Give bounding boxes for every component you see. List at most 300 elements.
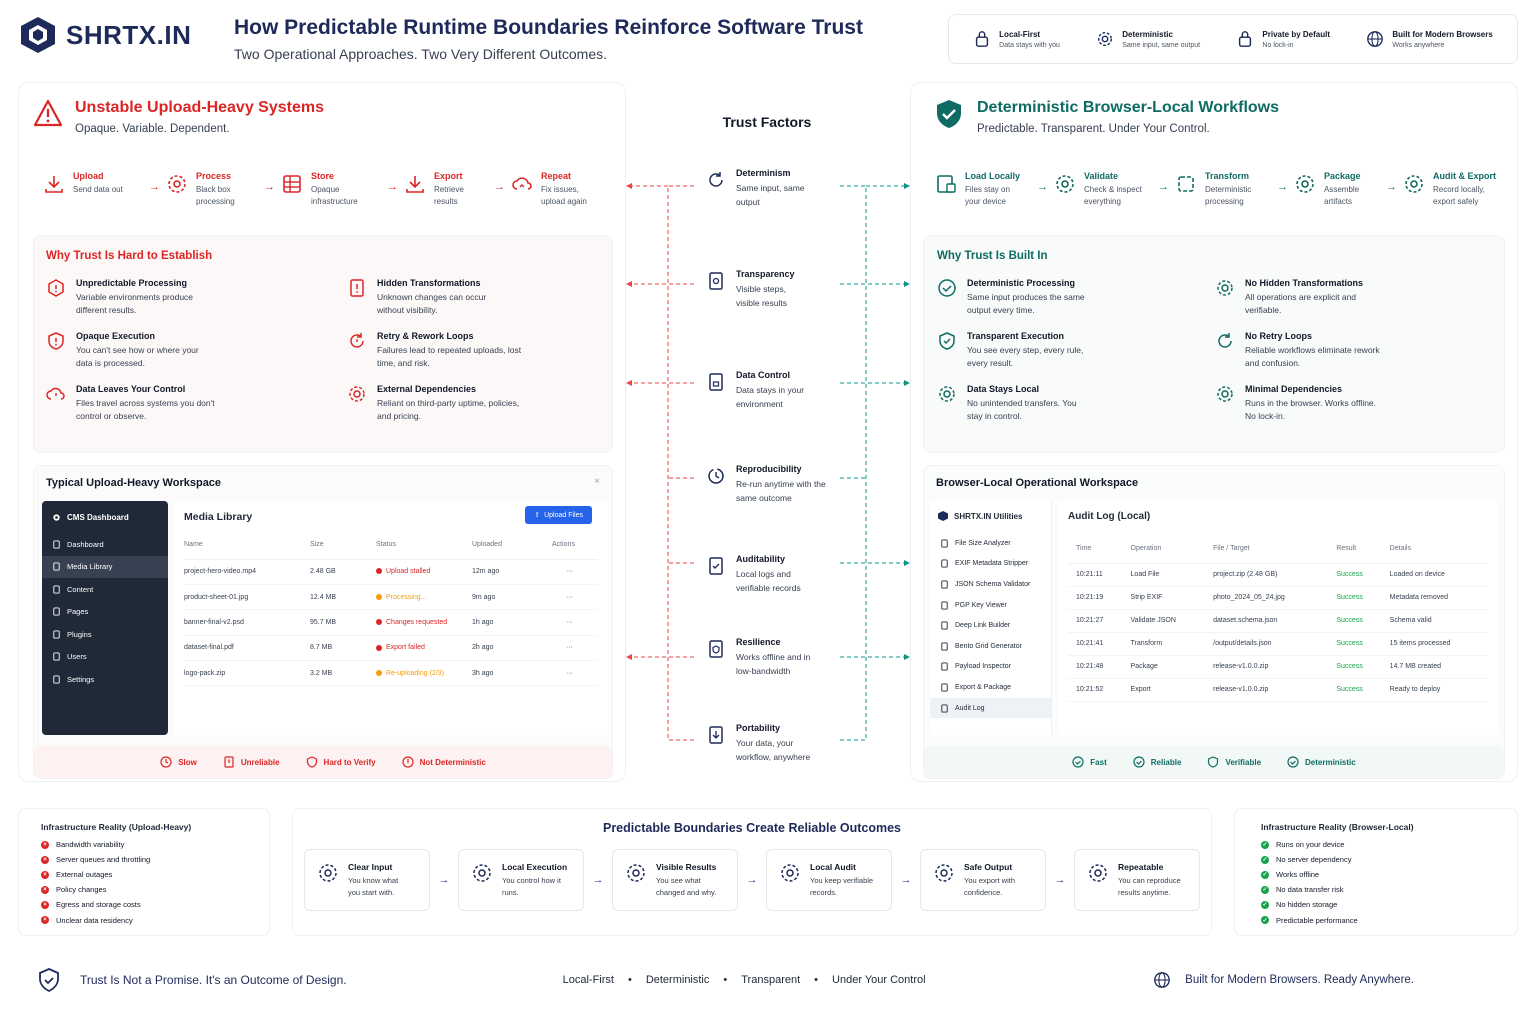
infra-right-title: Infrastructure Reality (Browser-Local) [1261, 822, 1414, 832]
cms-nav-item[interactable] [42, 646, 168, 669]
table-row[interactable] [184, 610, 598, 635]
media-library-title: Media Library [184, 511, 253, 523]
arrow-icon: → [387, 181, 398, 193]
warning-icon [33, 99, 63, 127]
badge-sub: Works anywhere [1392, 41, 1445, 49]
left-why-box [33, 235, 613, 453]
close-icon[interactable]: × [594, 476, 600, 487]
table-row[interactable] [184, 584, 598, 609]
cms-nav-item[interactable] [42, 623, 168, 646]
trust-factor-determinism [694, 168, 840, 209]
why-sub: Variable environments produce different results. [76, 292, 194, 315]
tf-title: Reproducibility [736, 464, 802, 474]
trust-factor-resilience [694, 637, 840, 678]
why-title: Retry & Rework Loops [377, 331, 474, 341]
column-header: Details [1382, 535, 1488, 563]
lock-icon [973, 30, 991, 48]
step-sub: Files stay on your device [965, 185, 1010, 206]
arrow-icon: → [900, 874, 912, 886]
tag-hard-to-verify [306, 756, 376, 768]
list-item [1261, 852, 1517, 867]
media-library [174, 501, 608, 735]
transform-icon [1175, 173, 1197, 195]
utility-nav-item[interactable] [930, 657, 1051, 678]
list-item [41, 897, 269, 912]
step-title: Process [196, 171, 232, 181]
why-title: Data Stays Local [967, 384, 1040, 394]
nav-icon [52, 675, 61, 684]
cell-actions[interactable]: ··· [552, 559, 598, 584]
why-sub: Same input produces the same output every time. [967, 292, 1085, 315]
right-tags [924, 746, 1504, 778]
cell-time: 10:21:11 [1068, 563, 1123, 586]
repeat-clock-icon [706, 466, 726, 486]
document-export-icon [706, 725, 726, 745]
x-circle-icon: × [41, 886, 49, 894]
tag-label: Deterministic [1305, 757, 1356, 767]
local-workspace-title: Browser-Local Operational Workspace [936, 477, 1139, 489]
right-subtitle: Predictable. Transparent. Under Your Control. [977, 123, 1210, 135]
tag-reliable [1133, 756, 1182, 768]
arrow-icon: → [1054, 874, 1066, 886]
outcome-card [612, 849, 738, 911]
shield-check-icon [38, 968, 60, 992]
list-item-text: External outages [56, 870, 113, 880]
outcome-sub: You keep verifiable records. [810, 876, 874, 897]
gear-alert-icon [347, 384, 367, 404]
step-title: Store [311, 171, 335, 181]
outcome-card [458, 849, 584, 911]
outcome-title: Clear Input [348, 862, 393, 872]
why-item [347, 331, 612, 370]
utility-nav-item[interactable] [930, 636, 1051, 657]
outcomes-title: Predictable Boundaries Create Reliable Outcomes [602, 821, 902, 835]
cell-op: Load File [1123, 563, 1206, 586]
table-row[interactable] [184, 661, 598, 686]
cms-nav-item[interactable] [42, 601, 168, 624]
list-item-text: Policy changes [56, 885, 107, 895]
step-sub: Fix issues, upload again [541, 185, 587, 206]
column-header: Size [310, 531, 376, 559]
cloud-retry-icon [511, 173, 533, 195]
step-sub: Opaque infrastructure [311, 185, 358, 206]
why-sub: Reliable workflows eliminate rework and confusion. [1245, 345, 1380, 368]
cms-nav-item[interactable] [42, 578, 168, 601]
nav-icon [940, 662, 949, 671]
left-tags [34, 746, 612, 778]
step-title: Load Locally [965, 171, 1021, 181]
status-text: Changes requested [386, 618, 448, 626]
cell-result: Success [1328, 678, 1381, 701]
gear-icon [1054, 173, 1076, 195]
infra-left-list [41, 837, 269, 928]
badge-sub: No lock-in [1262, 41, 1294, 49]
cell-actions[interactable]: ··· [552, 584, 598, 609]
step-sub: Assemble artifacts [1324, 185, 1360, 206]
tag-label: Verifiable [1225, 757, 1262, 767]
cell-details: Schema valid [1382, 609, 1488, 632]
column-header: Status [376, 531, 472, 559]
utility-nav-label: Export & Package [955, 683, 1012, 691]
step-sub: Record locally, export safely [1433, 185, 1485, 206]
step-sub: Check & inspect everything [1084, 185, 1142, 206]
outcome-card [1074, 849, 1200, 911]
table-row[interactable] [1068, 632, 1488, 655]
status-dot-icon [376, 645, 382, 651]
shield-check-icon [1207, 756, 1219, 768]
x-circle-icon: × [41, 901, 49, 909]
utility-nav-item[interactable] [930, 698, 1051, 719]
utility-nav-label: Deep Link Builder [955, 622, 1011, 630]
tag-verifiable [1207, 756, 1261, 768]
cell-name: logo-pack.zip [184, 661, 310, 686]
utility-nav-item[interactable] [930, 595, 1051, 616]
outcome-title: Safe Output [964, 862, 1013, 872]
cell-result: Success [1328, 609, 1381, 632]
utility-nav-item[interactable] [930, 574, 1051, 595]
utilities-sidebar [930, 501, 1052, 735]
table-row[interactable] [184, 559, 598, 584]
left-subtitle: Opaque. Variable. Dependent. [75, 123, 230, 135]
document-alert-icon [347, 278, 367, 298]
download-icon [404, 173, 426, 195]
right-why-grid [924, 262, 1504, 423]
step-upload [43, 171, 143, 196]
column-header: Result [1328, 535, 1381, 563]
why-sub: Runs in the browser. Works offline. No lock-in. [1245, 398, 1377, 421]
column-header: Uploaded [472, 531, 552, 559]
why-item [347, 384, 612, 423]
tag-label: Unreliable [240, 757, 280, 767]
gear-icon [1215, 278, 1235, 298]
upload-icon [43, 173, 65, 195]
badge-title: Deterministic [1122, 29, 1173, 39]
column-header: Actions [552, 531, 598, 559]
status-dot-icon [376, 670, 382, 676]
audit-log-title: Audit Log (Local) [1068, 511, 1151, 522]
left-title: Unstable Upload-Heavy Systems [75, 99, 324, 116]
gear-icon [1215, 384, 1235, 404]
cell-file: dataset.schema.json [1205, 609, 1328, 632]
why-item [46, 331, 329, 370]
retry-alert-icon [347, 331, 367, 351]
list-item [1261, 912, 1517, 927]
why-title: External Dependencies [377, 384, 477, 394]
badge-deterministic [1096, 30, 1200, 49]
why-item [937, 331, 1215, 370]
why-item [937, 384, 1215, 423]
why-title: Transparent Execution [967, 331, 1065, 341]
cms-nav-item[interactable] [42, 533, 168, 556]
status-text: Export failed [386, 644, 425, 652]
cell-status [376, 584, 472, 609]
file-device-icon [935, 173, 957, 195]
list-item-text: No hidden storage [1276, 900, 1338, 910]
cell-size: 95.7 MB [310, 610, 376, 635]
cell-size: 2.48 GB [310, 559, 376, 584]
utility-nav-label: File Size Analyzer [955, 539, 1011, 547]
why-item [1215, 384, 1504, 423]
cell-details: Metadata removed [1382, 586, 1488, 609]
cell-result: Success [1328, 655, 1381, 678]
document-lock-icon [706, 372, 726, 392]
footer-right [1153, 971, 1414, 989]
arrow-icon: → [1158, 181, 1169, 193]
trust-factors-column [694, 98, 840, 784]
column-header: Time [1068, 535, 1123, 563]
outcome-card [920, 849, 1046, 911]
outcome-card [766, 849, 892, 911]
cell-uploaded: 2h ago [472, 635, 552, 660]
browser-local-workspace [923, 465, 1505, 779]
tag-not-deterministic [402, 756, 486, 768]
step-load-locally [935, 171, 1031, 208]
step-title: Transform [1205, 171, 1250, 181]
server-icon [281, 173, 303, 195]
table-row[interactable] [1068, 678, 1488, 701]
list-item-text: No data transfer risk [1276, 885, 1344, 895]
upload-workspace [33, 465, 613, 779]
cell-name: project-hero-video.mp4 [184, 559, 310, 584]
why-sub: All operations are explicit and verifiable. [1245, 292, 1357, 315]
list-item [41, 912, 269, 927]
arrow-icon: → [1277, 181, 1288, 193]
cms-nav-item[interactable] [42, 556, 168, 579]
check-circle-icon: ✓ [1262, 872, 1268, 879]
feature-badges [948, 14, 1518, 64]
right-why-box [923, 235, 1505, 453]
badge-title: Local-First [999, 29, 1041, 39]
badge-title: Built for Modern Browsers [1392, 29, 1493, 39]
status-text: Upload stalled [386, 568, 431, 576]
x-circle-icon: × [41, 871, 49, 879]
list-item [41, 882, 269, 897]
shield-check-icon [935, 99, 963, 129]
alert-circle-icon [402, 756, 414, 768]
why-sub: No unintended transfers. You stay in control. [967, 398, 1077, 421]
utility-nav-label: Bento Grid Generator [955, 642, 1022, 650]
utilities-title [930, 501, 1051, 521]
badge-sub: Same input, same output [1122, 41, 1201, 49]
list-item-text: Unclear data residency [56, 915, 133, 925]
cycle-icon [706, 170, 726, 190]
trust-factor-reproducibility [694, 464, 840, 505]
why-title: Data Leaves Your Control [76, 384, 186, 394]
cell-details: Loaded on device [1382, 563, 1488, 586]
cell-file: release-v1.0.0.zip [1205, 678, 1328, 701]
tag-label: Fast [1090, 757, 1107, 767]
cell-result: Success [1328, 563, 1381, 586]
why-title: Deterministic Processing [967, 278, 1076, 288]
utility-nav-item[interactable] [930, 554, 1051, 575]
browser-local-panel [910, 82, 1518, 782]
step-audit-export [1403, 171, 1496, 208]
tf-title: Determinism [736, 168, 791, 178]
infra-left-title: Infrastructure Reality (Upload-Heavy) [41, 822, 192, 832]
list-item [41, 837, 269, 852]
upload-files-button[interactable] [525, 506, 592, 524]
utility-nav-item[interactable] [930, 615, 1051, 636]
right-steps [935, 171, 1496, 208]
step-export [404, 171, 488, 208]
outcome-text [348, 862, 412, 910]
check-circle-icon [1287, 756, 1299, 768]
arrow-icon: → [438, 874, 450, 886]
right-title: Deterministic Browser-Local Workflows [977, 99, 1279, 116]
nav-icon [940, 704, 949, 713]
list-item-text: Runs on your device [1276, 840, 1345, 850]
cms-sidebar [42, 501, 168, 735]
check-circle-icon: ✓ [1262, 902, 1268, 909]
document-search-icon [706, 271, 726, 291]
step-title: Repeat [541, 171, 572, 181]
tf-title: Data Control [736, 370, 790, 380]
list-item-text: Predictable performance [1276, 915, 1358, 925]
check-circle-icon: ✓ [1262, 887, 1268, 894]
cell-actions[interactable]: ··· [552, 661, 598, 686]
list-item [41, 852, 269, 867]
utilities-title-text: SHRTX.IN Utilities [954, 511, 1023, 521]
badge-local-first [973, 30, 1060, 49]
footer-separator: • [814, 974, 819, 986]
badge-browsers [1366, 30, 1492, 49]
table-row[interactable] [184, 635, 598, 660]
check-circle-icon: ✓ [1262, 857, 1268, 864]
list-item-text: Egress and storage costs [56, 900, 141, 910]
left-steps [43, 171, 597, 208]
nav-icon [940, 621, 949, 630]
tf-title: Resilience [736, 637, 781, 647]
footer [18, 950, 1518, 1010]
status-text: Processing... [386, 593, 427, 601]
cell-actions[interactable]: ··· [552, 635, 598, 660]
upload-icon: ⇪ [534, 512, 541, 519]
lock-icon [1236, 30, 1254, 48]
why-item [46, 384, 329, 423]
step-title: Upload [73, 171, 104, 181]
cell-status [376, 559, 472, 584]
cms-title [42, 501, 168, 533]
cell-status [376, 610, 472, 635]
outcome-sub: You see what changed and why. [656, 876, 717, 897]
utility-nav-item[interactable] [930, 677, 1051, 698]
gear-icon [471, 862, 493, 884]
nav-icon [52, 607, 61, 616]
table-row[interactable] [1068, 586, 1488, 609]
cell-op: Validate JSON [1123, 609, 1206, 632]
list-item-text: Server queues and throttling [56, 855, 151, 865]
cell-time: 10:21:19 [1068, 586, 1123, 609]
cell-actions[interactable]: ··· [552, 610, 598, 635]
page-title: How Predictable Runtime Boundaries Reinforce Software Trust [234, 16, 863, 39]
utilities-nav [930, 533, 1051, 718]
why-sub: You can't see how or where your data is processed. [76, 345, 199, 368]
table-row[interactable] [1068, 563, 1488, 586]
nav-icon [940, 580, 949, 589]
cell-time: 10:21:27 [1068, 609, 1123, 632]
cms-nav [42, 533, 168, 691]
list-item-text: Bandwidth variability [56, 840, 125, 850]
tag-label: Hard to Verify [323, 757, 376, 767]
globe-icon [1366, 30, 1384, 48]
trust-factor-transparency [694, 269, 840, 310]
x-circle-icon: × [41, 916, 49, 924]
globe-icon [1153, 971, 1171, 989]
cms-title-text: CMS Dashboard [67, 512, 129, 522]
arrow-icon: → [149, 181, 160, 193]
cell-op: Package [1123, 655, 1206, 678]
nav-icon [940, 642, 949, 651]
utility-nav-item[interactable] [930, 533, 1051, 554]
table-row[interactable] [1068, 609, 1488, 632]
outcomes-flow [293, 849, 1211, 911]
footer-pillars [563, 974, 926, 986]
logo-cube-icon [938, 511, 948, 521]
step-sub: Black box processing [196, 185, 235, 206]
cms-nav-label: Plugins [67, 629, 92, 639]
why-title: Hidden Transformations [377, 278, 481, 288]
why-title: No Retry Loops [1245, 331, 1313, 341]
step-title: Audit & Export [1433, 171, 1496, 181]
tf-sub: Same input, same output [736, 183, 805, 207]
cell-uploaded: 9m ago [472, 584, 552, 609]
trust-factor-portability [694, 723, 840, 764]
clock-icon [160, 756, 172, 768]
cms-nav-label: Users [67, 652, 87, 662]
step-title: Export [434, 171, 463, 181]
tag-fast [1072, 756, 1106, 768]
check-circle-icon [1072, 756, 1084, 768]
cell-time: 10:21:52 [1068, 678, 1123, 701]
arrow-icon: → [494, 181, 505, 193]
footer-separator: • [627, 974, 632, 986]
cell-name: dataset-final.pdf [184, 635, 310, 660]
cms-nav-label: Pages [67, 607, 89, 617]
gear-icon [937, 384, 957, 404]
nav-icon [52, 540, 61, 549]
step-repeat [511, 171, 597, 208]
cell-details: Ready to deploy [1382, 678, 1488, 701]
column-header: Operation [1123, 535, 1206, 563]
cms-nav-item[interactable] [42, 668, 168, 691]
audit-table [1068, 535, 1488, 702]
badge-title: Private by Default [1262, 29, 1330, 39]
table-row[interactable] [1068, 655, 1488, 678]
upload-files-label: Upload Files [544, 511, 583, 519]
cell-size: 8.7 MB [310, 635, 376, 660]
step-title: Validate [1084, 171, 1119, 181]
outcome-sub: You can reproduce results anytime. [1118, 876, 1181, 897]
arrow-icon: → [1037, 181, 1048, 193]
tag-label: Slow [178, 757, 197, 767]
refresh-icon [1215, 331, 1235, 351]
outcome-title: Repeatable [1118, 862, 1164, 872]
nav-icon [52, 652, 61, 661]
cms-nav-label: Content [67, 584, 94, 594]
infra-right-list [1261, 837, 1517, 928]
step-store [281, 171, 381, 208]
badge-sub: Data stays with you [999, 41, 1060, 49]
outcome-title: Visible Results [656, 862, 717, 872]
column-header: Name [184, 531, 310, 559]
cell-status [376, 661, 472, 686]
outcome-title: Local Execution [502, 862, 568, 872]
column-header: File / Target [1205, 535, 1328, 563]
shield-icon [306, 756, 318, 768]
outcome-sub: You export with confidence. [964, 876, 1016, 897]
gear-icon [1096, 30, 1114, 48]
footer-right-text: Built for Modern Browsers. Ready Anywhere. [1185, 974, 1414, 986]
